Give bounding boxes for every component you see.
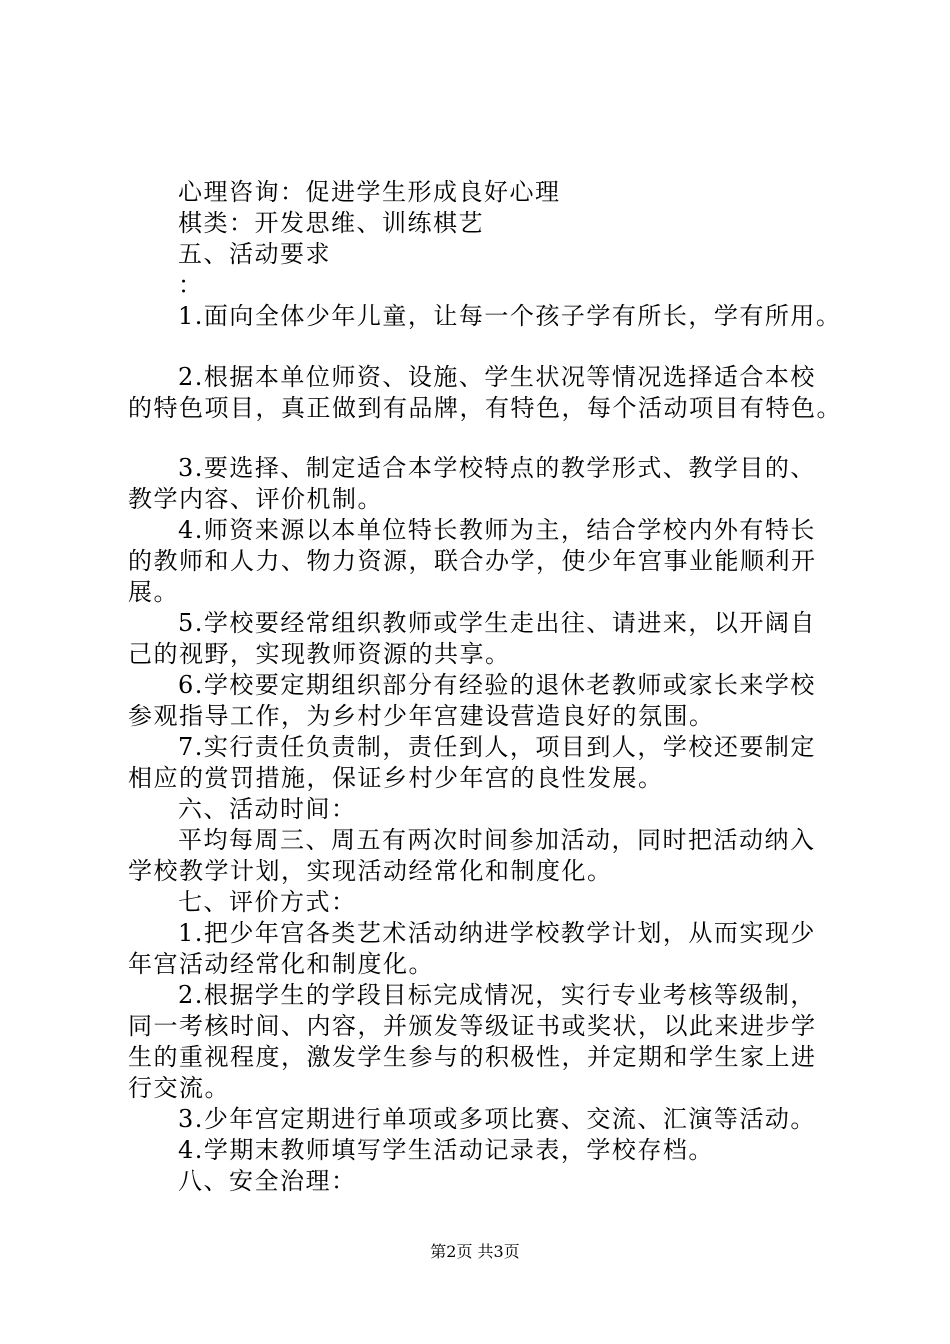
text-line: 的特色项目，真正做到有品牌，有特色，每个活动项目有特色。 — [128, 394, 842, 422]
text-line: 心理咨询：促进学生形成良好心理 — [178, 178, 561, 206]
text-line: 4.学期末教师填写学生活动记录表，学校存档。 — [178, 1136, 714, 1164]
text-line: 7.实行责任负责制，责任到人，项目到人，学校还要制定 — [178, 733, 816, 761]
text-line: 1.面向全体少年儿童，让每一个孩子学有所长，学有所用。 — [178, 302, 842, 330]
text-line: 参观指导工作，为乡村少年宫建设营造良好的氛围。 — [128, 702, 715, 730]
text-line: 的教师和人力、物力资源，联合办学，使少年宫事业能顺利开 — [128, 547, 817, 575]
text-line: 同一考核时间、内容，并颁发等级证书或奖状，以此来进步学 — [128, 1012, 817, 1040]
text-line: 1.把少年宫各类艺术活动纳进学校教学计划，从而实现少 — [178, 919, 816, 947]
text-line: 平均每周三、周五有两次时间参加活动，同时把活动纳入 — [178, 826, 816, 854]
text-line: 行交流。 — [128, 1074, 230, 1102]
text-line: 4.师资来源以本单位特长教师为主，结合学校内外有特长 — [178, 516, 816, 544]
text-line: 2.根据学生的学段目标完成情况，实行专业考核等级制， — [178, 981, 816, 1009]
text-line: 展。 — [128, 578, 179, 606]
text-line: ： — [178, 271, 204, 299]
text-line: 己的视野，实现教师资源的共享。 — [128, 640, 511, 668]
text-line: 生的重视程度，激发学生参与的积极性，并定期和学生家上进 — [128, 1043, 817, 1071]
text-line: 棋类：开发思维、训练棋艺 — [178, 209, 484, 237]
section-heading: 七、评价方式： — [178, 888, 357, 916]
text-line: 3.少年宫定期进行单项或多项比赛、交流、汇演等活动。 — [178, 1105, 816, 1133]
text-line: 6.学校要定期组织部分有经验的退休老教师或家长来学校 — [178, 671, 816, 699]
text-line: 5.学校要经常组织教师或学生走出往、请进来，以开阔自 — [178, 609, 816, 637]
text-line: 2.根据本单位师资、设施、学生状况等情况选择适合本校 — [178, 363, 816, 391]
text-line: 学校教学计划，实现活动经常化和制度化。 — [128, 857, 613, 885]
text-line: 相应的赏罚措施，保证乡村少年宫的良性发展。 — [128, 764, 664, 792]
text-line: 年宫活动经常化和制度化。 — [128, 950, 434, 978]
section-heading: 六、活动时间： — [178, 795, 357, 823]
text-line: 3.要选择、制定适合本学校特点的教学形式、教学目的、 — [178, 454, 816, 482]
section-heading: 八、安全治理： — [178, 1167, 357, 1195]
text-line: 教学内容、评价机制。 — [128, 485, 383, 513]
page-number: 第2页 共3页 — [430, 1242, 520, 1261]
section-heading: 五、活动要求 — [178, 240, 331, 268]
